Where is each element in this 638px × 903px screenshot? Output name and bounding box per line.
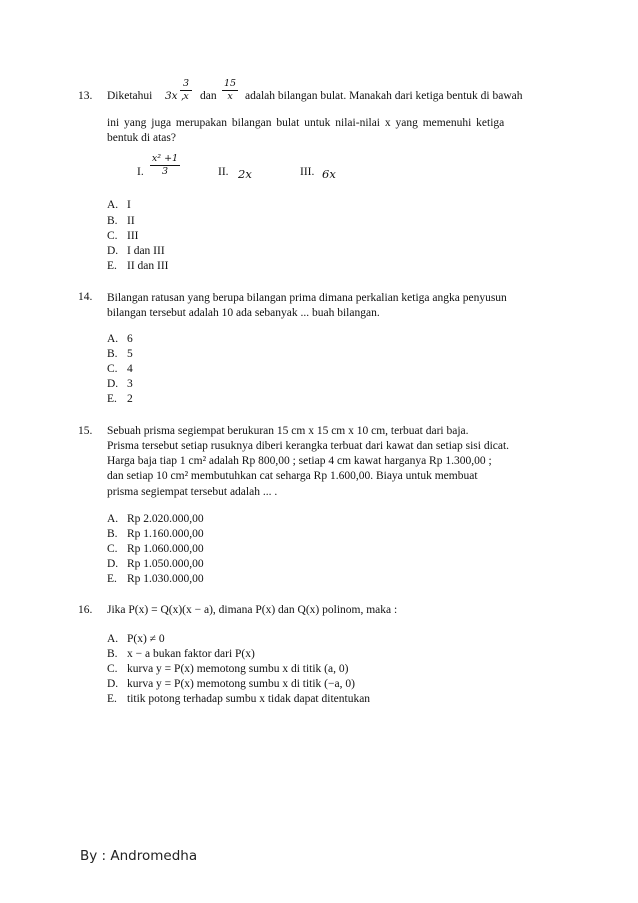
q13-option-e[interactable] — [107, 260, 169, 272]
fraction-numerator: x² +1 — [151, 153, 179, 164]
q13-fraction-3-over-x — [180, 78, 192, 103]
q15-line1: Sebuah prisma segiempat berukuran 15 cm x 15 cm x 10 cm, terbuat dari baja. — [107, 425, 469, 437]
fraction-numerator: 15 — [223, 78, 237, 89]
option-text: 6 — [127, 333, 133, 345]
option-text: titik potong terhadap sumbu x tidak dapat ditentukan — [127, 693, 371, 705]
q16-option-b[interactable] — [107, 648, 255, 660]
q13-roman-i: I. — [137, 166, 144, 178]
fraction-denominator: x — [227, 91, 233, 102]
q13-dan: dan — [200, 90, 217, 102]
option-text: 3 — [127, 378, 133, 390]
fraction-denominator: 3 — [161, 166, 169, 177]
q15-line4: dan setiap 10 cm² membutuhkan cat seharga Rp 1.600,00. Biaya untuk membuat — [107, 470, 478, 482]
q15-option-e[interactable] — [107, 573, 204, 585]
option-label: D. — [107, 558, 119, 570]
fraction-denominator: x — [183, 91, 189, 102]
option-label: E. — [107, 693, 117, 705]
option-label: E. — [107, 393, 117, 405]
option-text: III — [127, 230, 139, 242]
option-text: I — [127, 199, 131, 211]
q16-option-d[interactable] — [107, 678, 355, 690]
q15-line2: Prisma tersebut setiap rusuknya diberi kerangka terbuat dari kawat dan setiap sisi dicat. — [107, 440, 510, 452]
q13-option-c[interactable] — [107, 230, 139, 242]
option-label: A. — [107, 333, 119, 345]
option-text: Rp 1.050.000,00 — [127, 558, 204, 570]
option-text: Rp 1.030.000,00 — [127, 573, 204, 585]
option-label: B. — [107, 215, 118, 227]
q13-option-d[interactable] — [107, 245, 165, 257]
q16-option-a[interactable] — [107, 633, 165, 645]
q13-expr-6x: 6x — [322, 167, 336, 181]
q14-option-a[interactable] — [107, 333, 133, 345]
option-label: A. — [107, 199, 119, 211]
option-text: Rp 1.160.000,00 — [127, 528, 204, 540]
q16-option-c[interactable] — [107, 663, 348, 675]
q15-option-c[interactable] — [107, 543, 204, 555]
question-15-number: 15. — [78, 425, 93, 437]
q13-option-b[interactable] — [107, 215, 135, 227]
option-label: C. — [107, 663, 118, 675]
q15-option-b[interactable] — [107, 528, 204, 540]
q13-fraction-15-over-x — [222, 78, 238, 103]
q15-option-a[interactable] — [107, 513, 204, 525]
option-text: 5 — [127, 348, 133, 360]
option-text: I dan III — [127, 245, 165, 257]
option-text: P(x) ≠ 0 — [127, 633, 165, 645]
q13-line2: ini yang juga merupakan bilangan bulat untuk nilai-nilai x yang memenuhi ketiga — [107, 117, 505, 129]
option-label: D. — [107, 245, 119, 257]
option-label: C. — [107, 543, 118, 555]
option-label: E. — [107, 573, 117, 585]
q14-option-c[interactable] — [107, 363, 133, 375]
question-14-number: 14. — [78, 291, 93, 303]
option-text: 2 — [127, 393, 133, 405]
option-label: C. — [107, 363, 118, 375]
q16-line1: Jika P(x) = Q(x)(x − a), dimana P(x) dan Q(x) polinom, maka : — [107, 604, 398, 616]
option-label: E. — [107, 260, 117, 272]
author-footer: By : Andromedha — [80, 848, 198, 864]
option-label: B. — [107, 648, 118, 660]
question-16-number: 16. — [78, 604, 93, 616]
q13-roman-iii: III. — [300, 166, 315, 178]
option-text: x − a bukan faktor dari P(x) — [127, 648, 255, 660]
q14-line1: Bilangan ratusan yang berupa bilangan prima dimana perkalian ketiga angka penyusun — [107, 292, 507, 304]
q13-intro: Diketahui — [107, 90, 153, 102]
option-label: D. — [107, 378, 119, 390]
option-label: B. — [107, 348, 118, 360]
option-label: A. — [107, 513, 119, 525]
q14-option-d[interactable] — [107, 378, 133, 390]
q13-expr-2x: 2x — [238, 167, 252, 181]
fraction-numerator: 3 — [180, 78, 192, 91]
option-label: D. — [107, 678, 119, 690]
q14-option-e[interactable] — [107, 393, 133, 405]
option-text: kurva y = P(x) memotong sumbu x di titik (−a, 0) — [127, 678, 355, 690]
option-text: II dan III — [127, 260, 169, 272]
q14-line2: bilangan tersebut adalah 10 ada sebanyak ... buah bilangan. — [107, 307, 380, 319]
q15-line3: Harga baja tiap 1 cm² adalah Rp 800,00 ; setiap 4 cm kawat harganya Rp 1.300,00 ; — [107, 455, 492, 467]
option-label: C. — [107, 230, 118, 242]
q13-line1-rest: adalah bilangan bulat. Manakah dari ketiga bentuk di bawah — [245, 90, 523, 102]
q13-option-a[interactable] — [107, 199, 131, 211]
q14-option-b[interactable] — [107, 348, 133, 360]
question-13-number: 13. — [78, 90, 93, 102]
option-label: B. — [107, 528, 118, 540]
option-text: 4 — [127, 363, 133, 375]
option-text: II — [127, 215, 135, 227]
q15-option-d[interactable] — [107, 558, 204, 570]
option-text: Rp 2.020.000,00 — [127, 513, 204, 525]
option-label: A. — [107, 633, 119, 645]
q13-expr-3x: 3x , — [165, 90, 185, 102]
q15-line5: prisma segiempat tersebut adalah ... . — [107, 486, 278, 498]
q13-roman-ii: II. — [218, 166, 229, 178]
q16-option-e[interactable] — [107, 693, 370, 705]
q13-fraction-x2plus1-over-3 — [150, 153, 180, 178]
q13-line3: bentuk di atas? — [107, 132, 176, 144]
option-text: kurva y = P(x) memotong sumbu x di titik (a, 0) — [127, 663, 349, 675]
option-text: Rp 1.060.000,00 — [127, 543, 204, 555]
